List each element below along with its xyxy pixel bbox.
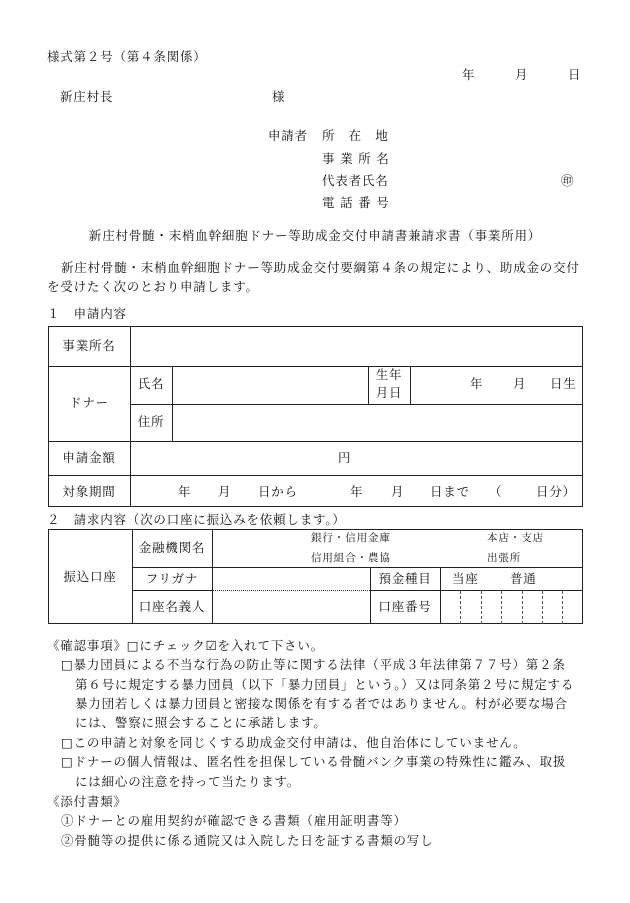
office-name-label: 事業所名 bbox=[62, 338, 116, 353]
attachment-item: ①ドナーとの雇用契約が確認できる書類（雇用証明書等） bbox=[61, 813, 407, 828]
furigana-label: フリガナ bbox=[145, 571, 199, 586]
applicant-office-label: 事 業 所 名 bbox=[322, 151, 390, 166]
account-digit-divider bbox=[481, 591, 482, 624]
account-digit-divider bbox=[562, 591, 563, 624]
account-digit-divider bbox=[542, 591, 543, 624]
transfer-account-label: 振込口座 bbox=[63, 569, 117, 584]
confirmation-item-line: には細心の注意を持って当たります。 bbox=[75, 774, 301, 789]
table-border bbox=[130, 404, 583, 405]
donor-address-label: 住所 bbox=[137, 414, 165, 429]
account-digit-divider bbox=[522, 591, 523, 624]
confirmation-item-line: □この申請と対象を同じくする助成金交付申請は、他自治体にしていません。 bbox=[61, 735, 527, 750]
period-from-month: 月 bbox=[218, 484, 232, 499]
table-border bbox=[212, 529, 213, 624]
bank-type-option: 信用組合・農協 bbox=[311, 552, 391, 564]
table-border bbox=[132, 567, 583, 568]
confirmation-item-line: 第６号に規定する暴力団員（以下「暴力団員」という。）又は同条第２号に規定する bbox=[75, 677, 575, 692]
table-border bbox=[48, 475, 583, 476]
bank-type-option: 銀行・信用金庫 bbox=[311, 532, 391, 544]
birth-year-unit: 年 bbox=[470, 376, 484, 391]
attachments-heading: 《添付書類》 bbox=[47, 794, 127, 809]
period-label: 対象期間 bbox=[62, 484, 116, 499]
confirmation-item-line: □ドナーの個人情報は、匿名性を担保している骨髄バンク事業の特殊性に鑑み、取扱 bbox=[61, 754, 567, 769]
account-digit-divider bbox=[501, 591, 502, 624]
document-title: 新庄村骨髄・末梢血幹細胞ドナー等助成金交付申請書兼請求書（事業所用） bbox=[88, 228, 542, 243]
deposit-type-option: 普通 bbox=[510, 571, 537, 586]
table-border bbox=[48, 441, 583, 442]
period-from-day: 日から bbox=[258, 484, 298, 499]
donor-label: ドナー bbox=[69, 395, 109, 410]
period-from-year: 年 bbox=[178, 484, 192, 499]
date-day-label: 日 bbox=[568, 67, 582, 82]
table-border bbox=[172, 366, 173, 441]
date-month-label: 月 bbox=[515, 67, 529, 82]
branch-type-option: 出張所 bbox=[487, 552, 522, 564]
section-heading-application: １ 申請内容 bbox=[47, 306, 127, 321]
deposit-type-option: 当座 bbox=[452, 571, 479, 586]
intro-line: を受けたく次のとおり申請します。 bbox=[47, 279, 259, 294]
period-days-close: 日分） bbox=[536, 484, 576, 499]
seal-mark: ㊞ bbox=[561, 173, 575, 188]
deposit-type-label: 預金種目 bbox=[378, 571, 432, 586]
intro-line: 新庄村骨髄・末梢血幹細胞ドナー等助成金交付要綱第４条の規定により、助成金の交付 bbox=[61, 260, 580, 275]
donor-name-label: 氏名 bbox=[137, 376, 165, 391]
table-border-dotted bbox=[212, 590, 370, 591]
period-to-year: 年 bbox=[350, 484, 364, 499]
birth-date-label: 生年 bbox=[375, 367, 403, 382]
table-border bbox=[48, 366, 583, 367]
addressee: 新庄村長 bbox=[60, 89, 114, 104]
confirmation-item-line: □暴力団員による不当な行為の防止等に関する法律（平成３年法律第７７号）第２条 bbox=[61, 657, 566, 672]
confirmation-item-line: には、警察に照会することに承諾します。 bbox=[75, 715, 327, 730]
section-heading-claim: ２ 請求内容（次の口座に振込みを依頼します。） bbox=[47, 512, 346, 527]
form-number: 様式第２号（第４条関係） bbox=[47, 49, 207, 64]
account-digit-divider bbox=[460, 591, 461, 624]
confirmation-heading: 《確認事項》□にチェック☑を入れて下さい。 bbox=[47, 638, 324, 653]
date-year-label: 年 bbox=[462, 67, 476, 82]
branch-type-option: 本店・支店 bbox=[487, 532, 544, 544]
account-holder-label: 口座名義人 bbox=[138, 599, 206, 614]
confirmation-item-line: 暴力団若しくは暴力団員と密接な関係を有する者ではありません。村が必要な場合 bbox=[75, 696, 568, 711]
birth-date-label: 月日 bbox=[375, 385, 403, 400]
amount-unit: 円 bbox=[338, 450, 352, 465]
applicant-phone-label: 電 話 番 号 bbox=[322, 195, 390, 210]
period-to-month: 月 bbox=[391, 484, 405, 499]
account-number-label: 口座番号 bbox=[378, 599, 432, 614]
applicant-representative-label: 代表者氏名 bbox=[322, 173, 389, 188]
bank-name-label: 金融機関名 bbox=[138, 540, 206, 555]
table-border bbox=[410, 366, 411, 404]
table-border bbox=[370, 590, 583, 591]
birth-day-unit: 日生 bbox=[550, 376, 577, 391]
period-days-open: （ bbox=[489, 484, 503, 499]
birth-month-unit: 月 bbox=[513, 376, 527, 391]
table-border bbox=[440, 567, 441, 624]
period-to-day: 日まで bbox=[430, 484, 470, 499]
applicant-label: 申請者 bbox=[268, 128, 308, 143]
amount-label: 申請金額 bbox=[62, 450, 116, 465]
applicant-address-label: 所 在 地 bbox=[322, 128, 389, 143]
honorific: 様 bbox=[272, 89, 286, 104]
attachment-item: ②骨髄等の提供に係る通院又は入院した日を証する書類の写し bbox=[61, 833, 434, 848]
table-border bbox=[132, 590, 212, 591]
